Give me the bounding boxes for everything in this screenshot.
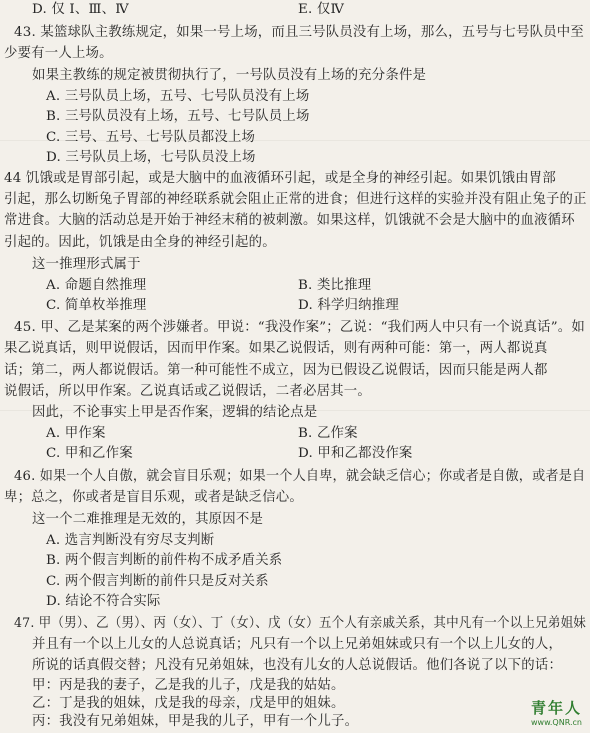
- q44-prompt: 这一推理形式属于: [32, 257, 141, 272]
- q43-prompt: 如果主教练的规定被贯彻执行了，一号队员没有上场的充分条件是: [32, 68, 427, 83]
- q47-stem-line: 47. 甲（男）、乙（男）、丙（女）、丁（女）、戊（女）五个人有亲戚关系，其中凡有一个以上兄弟姐妹: [14, 616, 587, 631]
- q43-option-c: C. 三号、五号、七号队员都没上场: [46, 130, 256, 145]
- q47-statement-yi: 乙：丁是我的姐妹，戊是我的母亲，戊是甲的姐妹。: [32, 696, 345, 711]
- q45-stem-line: 45. 甲、乙是某案的两个涉嫌者。甲说：“我没作案”；乙说：“我们两人中只有一个说真话”。如: [14, 320, 585, 335]
- watermark-url: www.QNR.cn: [530, 718, 582, 727]
- q44-stem-line: 44 饥饿或是胃部引起，或是大脑中的血液循环引起，或是全身的神经引起。如果饥饿由胃部: [4, 171, 556, 186]
- q46-option-d: D. 结论不符合实际: [46, 594, 161, 609]
- q43-option-b: B. 三号队员没有上场，五号、七号队员上场: [46, 109, 310, 124]
- q46-stem-line: 46. 如果一个人自傲，就会盲目乐观；如果一个人自卑，就会缺乏信心；你或者是自傲，或者是自: [14, 469, 586, 484]
- q43-option-a: A. 三号队员上场，五号、七号队员没有上场: [46, 89, 310, 104]
- q42-option-d: D. 仅 Ⅰ、Ⅲ、Ⅳ: [32, 2, 129, 17]
- q45-stem-line: 话；第二，两人都说假话。第一种可能性不成立，因为已假设乙说假话，因而只能是两人都: [4, 363, 548, 378]
- q46-option-c: C. 两个假言判断的前件只是反对关系: [46, 574, 269, 589]
- q45-option-d: D. 甲和乙都没作案: [298, 446, 413, 461]
- q44-stem-line: 引起，那么切断兔子胃部的神经联系就会阻止正常的进食；但进行这样的实验并没有阻止兔子的正: [4, 192, 587, 207]
- q45-option-b: B. 乙作案: [298, 426, 358, 441]
- q44-stem-line: 引起的。因此，饥饿是由全身的神经引起的。: [4, 235, 276, 250]
- q47-statement-jia: 甲：丙是我的妻子，乙是我的儿子，戊是我的姑姑。: [32, 678, 345, 693]
- q45-option-c: C. 甲和乙作案: [46, 446, 133, 461]
- q47-statement-bing: 丙：我没有兄弟姐妹，甲是我的儿子，甲有一个儿子。: [32, 714, 359, 729]
- q46-prompt: 这一个二难推理是无效的，其原因不是: [32, 512, 264, 527]
- q44-option-c: C. 简单枚举推理: [46, 298, 147, 313]
- q43-stem-line: 43. 某篮球队主教练规定，如果一号上场，而且三号队员没有上场，那么，五号与七号队员中至: [14, 25, 584, 40]
- q45-prompt: 因此，不论事实上甲是否作案，逻辑的结论点是: [32, 405, 318, 420]
- q44-option-d: D. 科学归纳推理: [298, 298, 399, 313]
- q42-option-e: E. 仅Ⅳ: [298, 2, 345, 17]
- watermark-title: 青年人: [530, 699, 582, 717]
- q47-stem-line: 所说的话真假交替；凡没有兄弟姐妹，也没有儿女的人总说假话。他们各说了以下的话：: [32, 658, 563, 673]
- q44-option-b: B. 类比推理: [298, 278, 372, 293]
- q46-stem-line: 卑；总之，你或者是盲目乐观，或者是缺乏信心。: [4, 490, 303, 505]
- q45-stem-line: 果乙说真话，则甲说假话，因而甲作案。如果乙说假话，则有两种可能：第一，两人都说真: [4, 341, 548, 356]
- site-watermark: [531, 697, 582, 727]
- q43-stem-line: 少要有一人上场。: [4, 46, 113, 61]
- q44-stem-line: 常进食。大脑的活动总是开始于神经末稍的被刺激。如果这样，饥饿就不会是大脑中的血液循环: [4, 213, 575, 228]
- q47-stem-line: 并且有一个以上儿女的人总说真话；凡只有一个以上兄弟姐妹或只有一个以上儿女的人，: [32, 637, 563, 652]
- q45-option-a: A. 甲作案: [46, 426, 106, 441]
- q45-stem-line: 说假话，所以甲作案。乙说真话或乙说假话，二者必居其一。: [4, 384, 371, 399]
- q44-option-a: A. 命题自然推理: [46, 278, 147, 293]
- q46-option-b: B. 两个假言判断的前件构不成矛盾关系: [46, 553, 283, 568]
- q43-option-d: D. 三号队员上场，七号队员没上场: [46, 150, 256, 165]
- q46-option-a: A. 选言判断没有穷尽支判断: [46, 533, 215, 548]
